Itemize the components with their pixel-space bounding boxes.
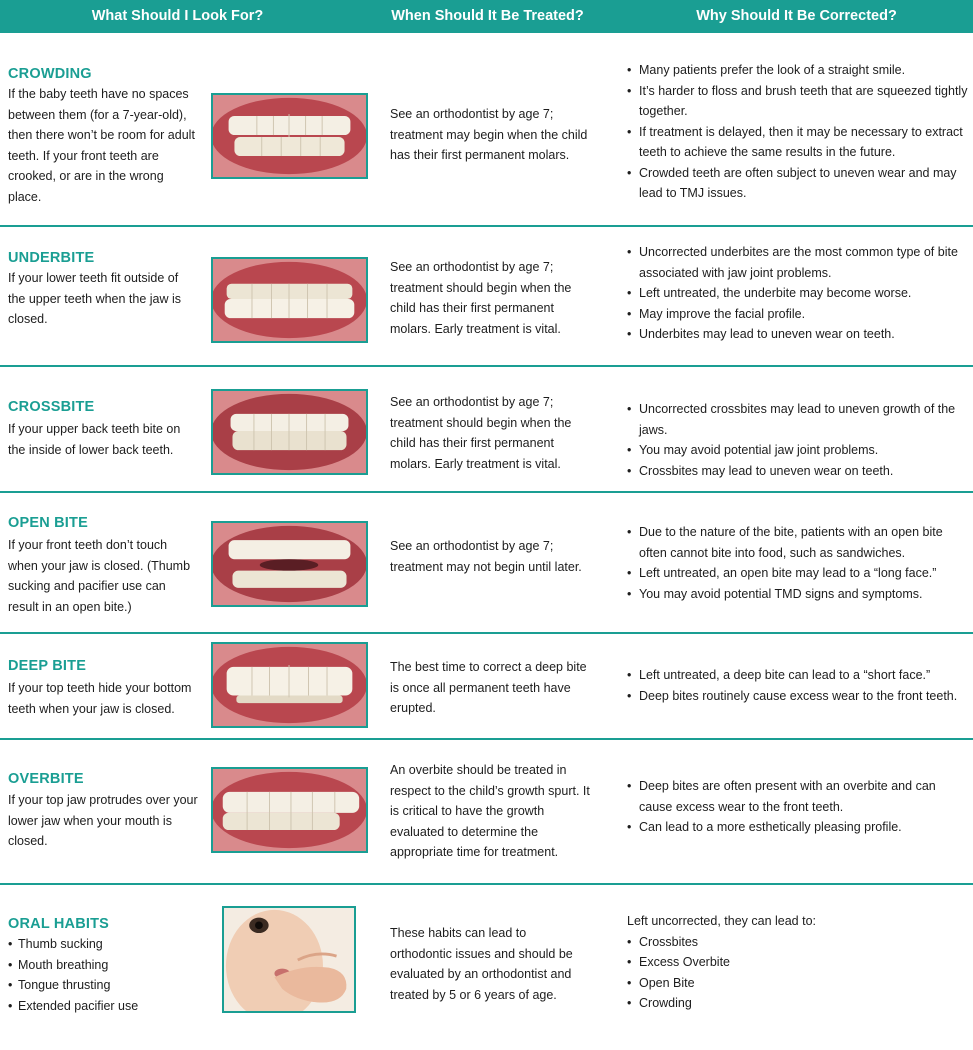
list-item: • Deep bites routinely cause excess wear to the front teeth. [627, 686, 969, 707]
list-item: • Many patients prefer the look of a straight smile. [627, 60, 969, 81]
row-title: UNDERBITE [8, 250, 95, 266]
list-item: • It’s harder to floss and brush teeth that are squeezed tightly together. [627, 81, 969, 122]
treatment-timing: An overbite should be treated in respect to the child’s growth spurt. It is critical to have the growth evaluated to determine the appropriate time for treatment. [390, 763, 590, 859]
list-item: • Left untreated, the underbite may become worse. [627, 283, 969, 304]
row-title: ORAL HABITS [8, 916, 110, 932]
child-thumb-sucking-photo [222, 906, 356, 1013]
correction-reasons [627, 399, 969, 481]
list-item: • Can lead to a more esthetically pleasing profile. [627, 817, 969, 838]
row-title: CROSSBITE [8, 399, 95, 415]
list-item: • You may avoid potential TMD signs and symptoms. [627, 584, 969, 605]
habit-consequences [627, 911, 969, 1014]
treatment-timing: See an orthodontist by age 7; treatment may not begin until later. [390, 539, 582, 574]
treatment-timing: See an orthodontist by age 7; treatment may begin when the child has their first permanent molars. [390, 107, 588, 162]
list-item: • Crossbites [627, 932, 969, 953]
crowded-teeth-photo [211, 93, 368, 179]
crossbite-teeth-photo [211, 389, 368, 475]
list-item: • Open Bite [627, 973, 969, 994]
row-divider [0, 883, 973, 885]
list-item: • Mouth breathing [8, 955, 198, 976]
list-item: • Crowded teeth are often subject to uneven wear and may lead to TMJ issues. [627, 163, 969, 204]
list-item: • Extended pacifier use [8, 996, 198, 1017]
row-description: If the baby teeth have no spaces between them (for a 7-year-old), then there won’t be room for adult teeth. If your front teeth are crooked, or are in the wrong place. [8, 87, 195, 204]
row-divider [0, 491, 973, 493]
open-bite-teeth-photo [211, 521, 368, 607]
deep-bite-teeth-photo [211, 642, 368, 728]
correction-reasons [627, 932, 969, 1014]
row-title: DEEP BITE [8, 658, 87, 674]
list-item: • Tongue thrusting [8, 975, 198, 996]
header-why-corrected: Why Should It Be Corrected? [696, 8, 897, 24]
row-divider [0, 632, 973, 634]
row-divider [0, 738, 973, 740]
underbite-teeth-photo [211, 257, 368, 343]
list-item: • Thumb sucking [8, 934, 198, 955]
row-divider [0, 365, 973, 367]
row-title: CROWDING [8, 66, 92, 82]
consequences-intro: Left uncorrected, they can lead to: [627, 914, 817, 928]
list-item: • Crossbites may lead to uneven wear on teeth. [627, 461, 969, 482]
list-item: • You may avoid potential jaw joint problems. [627, 440, 969, 461]
header-when-treated: When Should It Be Treated? [391, 8, 584, 24]
treatment-timing: See an orthodontist by age 7; treatment should begin when the child has their first permanent molars. Early treatment is vital. [390, 395, 572, 471]
list-item: • Left untreated, a deep bite can lead to a “short face.” [627, 665, 969, 686]
overbite-teeth-photo [211, 767, 368, 853]
row-description: If your lower teeth fit outside of the upper teeth when the jaw is closed. [8, 271, 182, 326]
row-description: If your upper back teeth bite on the inside of lower back teeth. [8, 422, 181, 457]
list-item: • Uncorrected underbites are the most common type of bite associated with jaw joint problems. [627, 242, 969, 283]
row-divider [0, 225, 973, 227]
header-look-for: What Should I Look For? [91, 8, 264, 24]
list-item: • Uncorrected crossbites may lead to uneven growth of the jaws. [627, 399, 969, 440]
correction-reasons [627, 776, 969, 838]
list-item: • Excess Overbite [627, 952, 969, 973]
list-item: • Underbites may lead to uneven wear on teeth. [627, 324, 969, 345]
habits-list-wrap [8, 934, 198, 1016]
table-header [0, 0, 973, 33]
list-item: • Crowding [627, 993, 969, 1014]
treatment-timing: The best time to correct a deep bite is once all permanent teeth have erupted. [390, 660, 587, 715]
treatment-timing: See an orthodontist by age 7; treatment should begin when the child has their first permanent molars. Early treatment is vital. [390, 260, 572, 336]
list-item: • Deep bites are often present with an overbite and can cause excess wear to the front teeth. [627, 776, 969, 817]
row-description: If your front teeth don’t touch when your jaw is closed. (Thumb sucking and pacifier use can result in an open bite.) [8, 538, 191, 614]
row-title: OPEN BITE [8, 515, 88, 531]
habits-list [8, 934, 198, 1016]
row-description: If your top teeth hide your bottom teeth when your jaw is closed. [8, 681, 192, 716]
row-description: If your top jaw protrudes over your lower jaw when your mouth is closed. [8, 793, 198, 848]
list-item: • Left untreated, an open bite may lead to a “long face.” [627, 563, 969, 584]
row-title: OVERBITE [8, 771, 84, 787]
list-item: • Due to the nature of the bite, patients with an open bite often cannot bite into food, such as sandwiches. [627, 522, 969, 563]
correction-reasons [627, 60, 969, 204]
list-item: • If treatment is delayed, then it may be necessary to extract teeth to achieve the same results in the future. [627, 122, 969, 163]
correction-reasons [627, 665, 969, 706]
treatment-timing: These habits can lead to orthodontic issues and should be evaluated by an orthodontist and treated by 5 or 6 years of age. [390, 926, 573, 1002]
correction-reasons [627, 522, 969, 604]
correction-reasons [627, 242, 969, 345]
list-item: • May improve the facial profile. [627, 304, 969, 325]
